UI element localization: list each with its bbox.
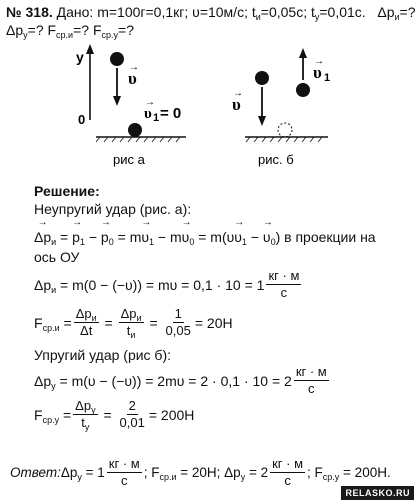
ball-ground (128, 123, 142, 137)
ball-b-right (296, 83, 310, 97)
force-inelastic-equation: $F_{ср.и}$ = $\frac{\Delta p_и}{\Delta t}$ = $\frac{\Delta p_и}{t_и}$ = $\frac{1}{0,05}$ = 20Н (34, 306, 233, 340)
answer-unit-1: $\frac{кг \cdot м}{с}$ (108, 456, 140, 488)
axis-origin-label: 0 (78, 112, 86, 127)
frac-one-over: $\frac{1}{0,05}$ (165, 306, 191, 338)
frac-dp-ti: $\frac{\Delta p_и}{t_и}$ (120, 306, 142, 340)
given-text: Дано: m=100г=0,1кг; υ=10м/с; t (56, 4, 256, 20)
y-axis-arrowhead (86, 44, 94, 54)
v1-vec-a: → (145, 97, 155, 108)
eq1-tail: ) в проекции на (275, 229, 376, 245)
ground-hatch-b (246, 137, 322, 142)
sub-ty: у (314, 12, 320, 22)
eq1-line2: ось ОУ (34, 249, 80, 265)
v1-label-a: υ (144, 106, 152, 122)
solution-heading: Решение: (34, 183, 100, 199)
q-eq1: =? (399, 4, 416, 20)
v1-sub-b: 1 (324, 72, 331, 84)
eq1-text: = m(υ (194, 229, 235, 245)
caption-b: рис. б (258, 152, 294, 167)
frac-dp-dt: $\frac{\Delta p_и}{\Delta t}$ (75, 306, 97, 338)
problem-questions (6, 22, 134, 38)
eq2-lhs: Δp (34, 276, 52, 293)
eq3-result: = 20Н (194, 314, 233, 331)
dp-i-q-sub: и (394, 12, 400, 22)
unit-fraction-1: $\frac{кг \cdot м}{с}$ (268, 268, 300, 300)
dp-i-q: Δp (377, 4, 395, 20)
dp-y-q-sub: у (23, 30, 28, 40)
answer-unit-2: $\frac{кг \cdot м}{с}$ (272, 456, 304, 488)
eq5-result: = 200Н (148, 406, 195, 423)
velocity-arrowhead-b-down (258, 116, 266, 126)
answer-line: Ответ: $\Delta p_у = 1$ $\frac{кг \cdot м}{с}$ ; $F_{ср.и} = 20Н$; $\Delta p_у = 2$ $\frac{кг \cdot м}{с}$ ; $F_{ср.у} = 200Н$. (10, 456, 391, 488)
f-cri-sub: ср.и (56, 30, 74, 40)
eq2-rhs: = m(0 − (−υ)) = mυ = 0,1 · 10 = 1 (56, 276, 265, 293)
sub-ti: и (255, 12, 261, 22)
problem-number: № 318. (6, 4, 53, 20)
force-elastic-equation: $F_{ср.у}$ = $\frac{\Delta p_у}{t_у}$ = $\frac{2}{0,01}$ = 200Н (34, 398, 195, 432)
q-eq4: =? (118, 22, 134, 38)
v1-sub-a: 1 (153, 112, 160, 124)
frac-dpy-ty: $\frac{\Delta p_у}{t_у}$ (75, 398, 96, 432)
problem-statement (6, 4, 416, 20)
momentum-vector-equation: → $\Delta p_и$ = → $p_1$ − → $p_0 = m\to \upsilon_1 - m\to \upsilon_0 = m(\upsilon\to \upsilon_1$ − → $\upsilon_0$) в проекции на (34, 229, 376, 245)
unit-fraction-2: $\frac{кг \cdot м}{с}$ (295, 364, 327, 396)
f-cry-sub: ср.у (101, 30, 119, 40)
inelastic-title: Неупругий удар (рис. а): (34, 201, 192, 217)
eq3-lhs: F (34, 314, 43, 331)
v1-label-b: υ (313, 63, 322, 82)
frac-two-over: $\frac{2}{0,01}$ (119, 398, 145, 430)
figure-b (232, 48, 330, 167)
ty-value: =0,01с. (319, 4, 366, 20)
v1-vec-b: → (314, 56, 324, 67)
q-eq2: =? F (27, 22, 57, 38)
eq4-rhs: = m(υ − (−υ)) = 2mυ = 2 · 0,1 · 10 = 2 (55, 372, 292, 389)
elastic-title: Упругий удар (рис б): (34, 347, 172, 363)
ball-b-left (255, 71, 269, 85)
ball-top (110, 52, 124, 66)
figure-a (76, 44, 186, 167)
v-vec-b: → (233, 88, 243, 99)
answer-label: Ответ: (10, 465, 61, 480)
v1-eq-a: = 0 (160, 105, 182, 122)
ti-value: =0,05с; t (260, 4, 315, 20)
velocity-arrowhead-b-up (299, 48, 307, 58)
q-eq3: =? F (73, 22, 102, 38)
momentum-elastic-equation: $\Delta p_у = m(\upsilon - (-\upsilon)) = 2m\upsilon = 2 \cdot 0,1 \cdot 10 = 2$ $\frac{кг \cdot м}{с}$ (34, 364, 327, 396)
velocity-arrowhead-a (113, 96, 121, 106)
figures (0, 40, 418, 175)
v-label-a: υ (128, 69, 137, 88)
axis-y-label: y (76, 49, 84, 65)
dp-y-q: Δp (6, 22, 24, 38)
site-watermark: RELASKO.RU (341, 486, 414, 500)
caption-a: рис a (113, 152, 145, 167)
ground-hatch-a (96, 137, 180, 142)
v-vec-a: → (129, 62, 139, 73)
v-label-b: υ (232, 95, 241, 114)
momentum-inelastic-equation: $\Delta p_и = m(0 - (-\upsilon)) = m\upsilon = 0,1 \cdot 10 = 1$ $\frac{кг \cdot м}{с}$ (34, 268, 300, 300)
ball-b-impact-dashed (278, 123, 292, 137)
